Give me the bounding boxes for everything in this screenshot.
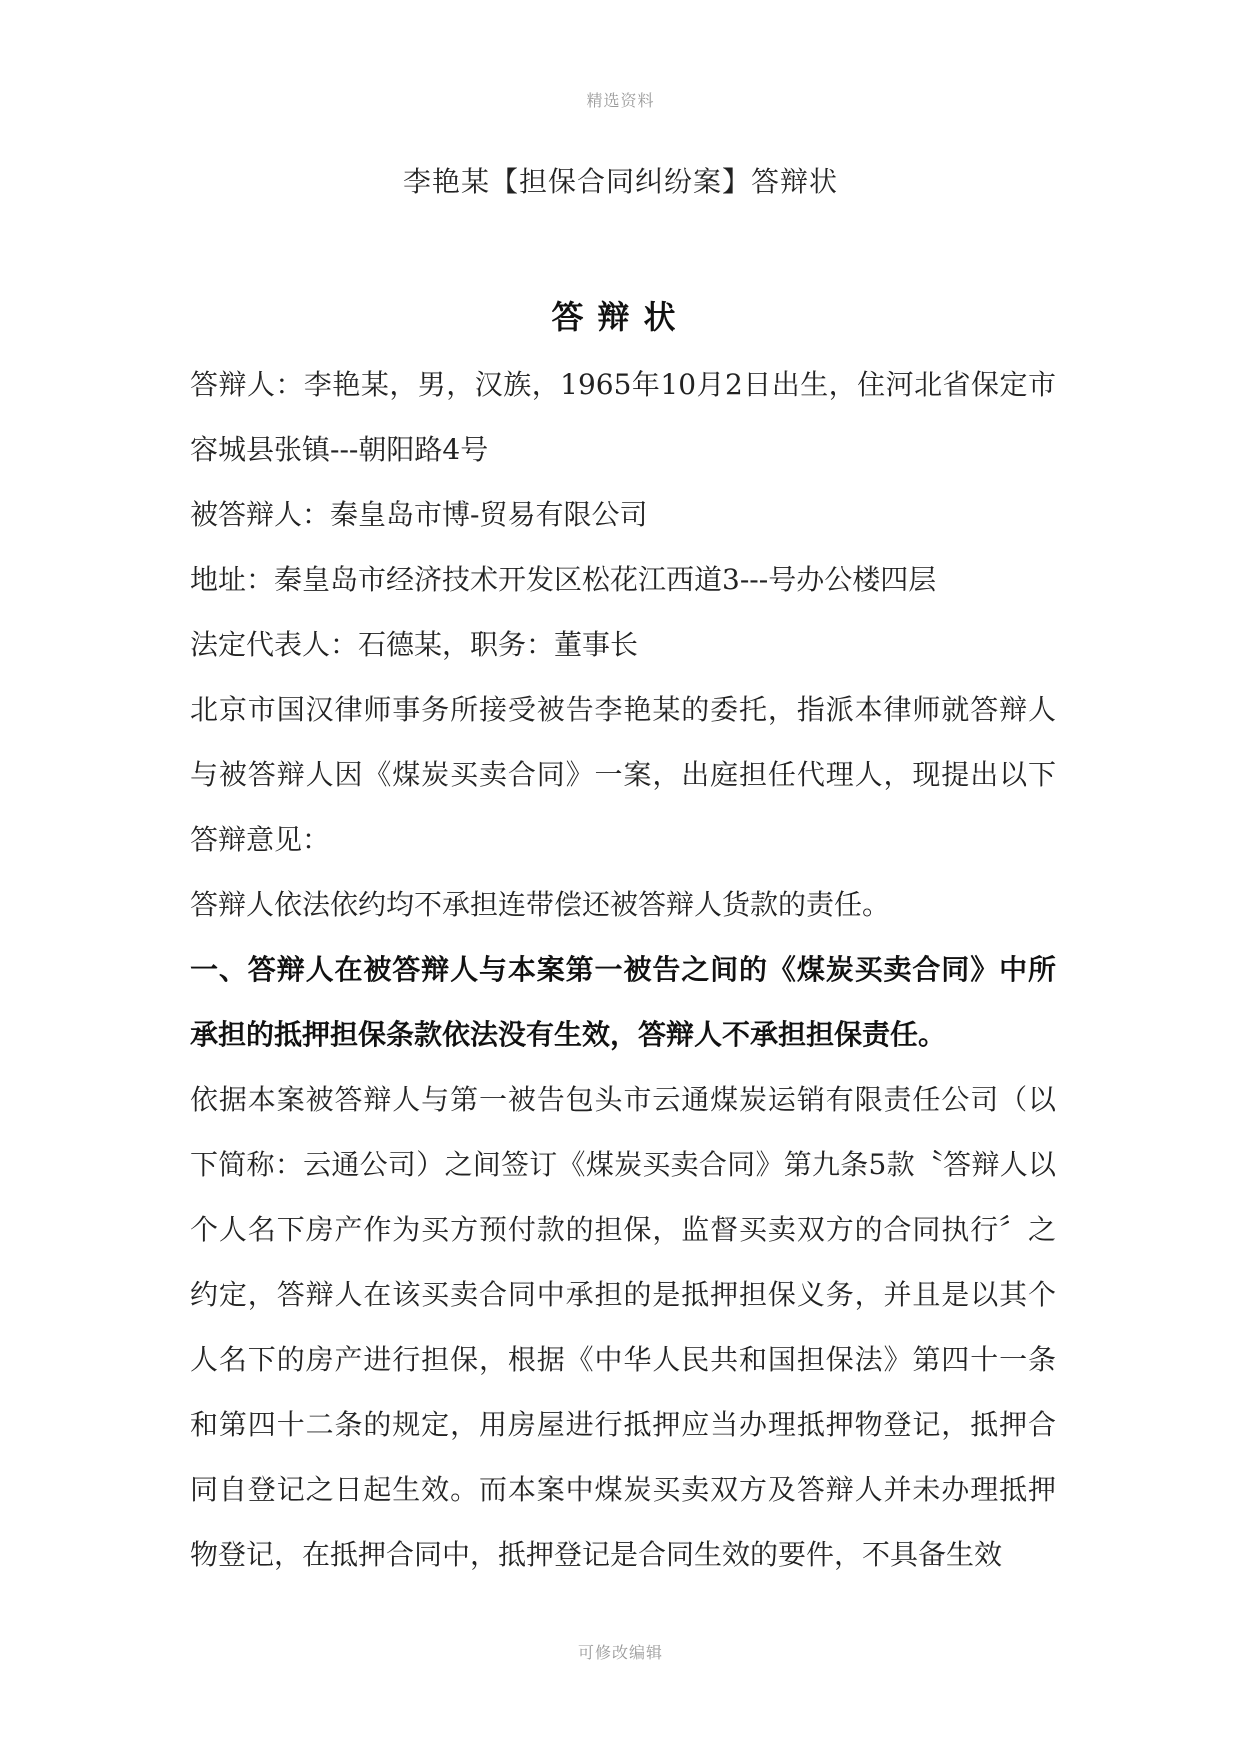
opposing-party-address: 地址：秦皇岛市经济技术开发区松花江西道3---号办公楼四层 [190, 563, 937, 596]
document-title: 李艳某【担保合同纠纷案】答辩状 [402, 165, 838, 198]
opposing-party: 被答辩人：秦皇岛市博-贸易有限公司 [190, 498, 648, 531]
header-note: 精选资料 [586, 91, 655, 110]
argument-paragraph: 依据本案被答辩人与第一被告包头市云通煤炭运销有限责任公司（以下简称：云通公司）之间签订《煤炭买卖合同》第九条5款〝答辩人以个人名下房产作为买方预付款的担保，监督买卖双方的合同执行〞之约定，答辩人在该买卖合同中承担的是抵押担保义务，并且是以其个人名下的房产进行担保，根据《中华人民共和国担保法》第四十一条和第四十二条的规定，用房屋进行抵押应当办理抵押物登记，抵押合同自登记之日起生效。而本案中煤炭买卖双方及答辩人并未办理抵押物登记，在抵押合同中，抵押登记是合同生效的要件，不具备生效 [190, 1083, 1056, 1571]
intro-paragraph: 北京市国汉律师事务所接受被告李艳某的委托，指派本律师就答辩人与被答辩人因《煤炭买卖合同》一案，出庭担任代理人，现提出以下答辩意见： [190, 693, 1056, 856]
summary-paragraph: 答辩人依法依约均不承担连带偿还被答辩人货款的责任。 [190, 888, 891, 921]
respondent-info: 答辩人：李艳某，男，汉族，1965年10月2日出生，住河北省保定市容城县张镇---朝阳路4号 [190, 368, 1056, 466]
document-heading: 答辩状 [551, 298, 690, 336]
document-body [190, 352, 1056, 1587]
footer-note: 可修改编辑 [577, 1643, 663, 1662]
section-heading-1: 一、答辩人在被答辩人与本案第一被告之间的《煤炭买卖合同》中所承担的抵押担保条款依法没有生效，答辩人不承担担保责任。 [190, 953, 1056, 1051]
legal-representative: 法定代表人：石德某，职务：董事长 [190, 628, 639, 661]
